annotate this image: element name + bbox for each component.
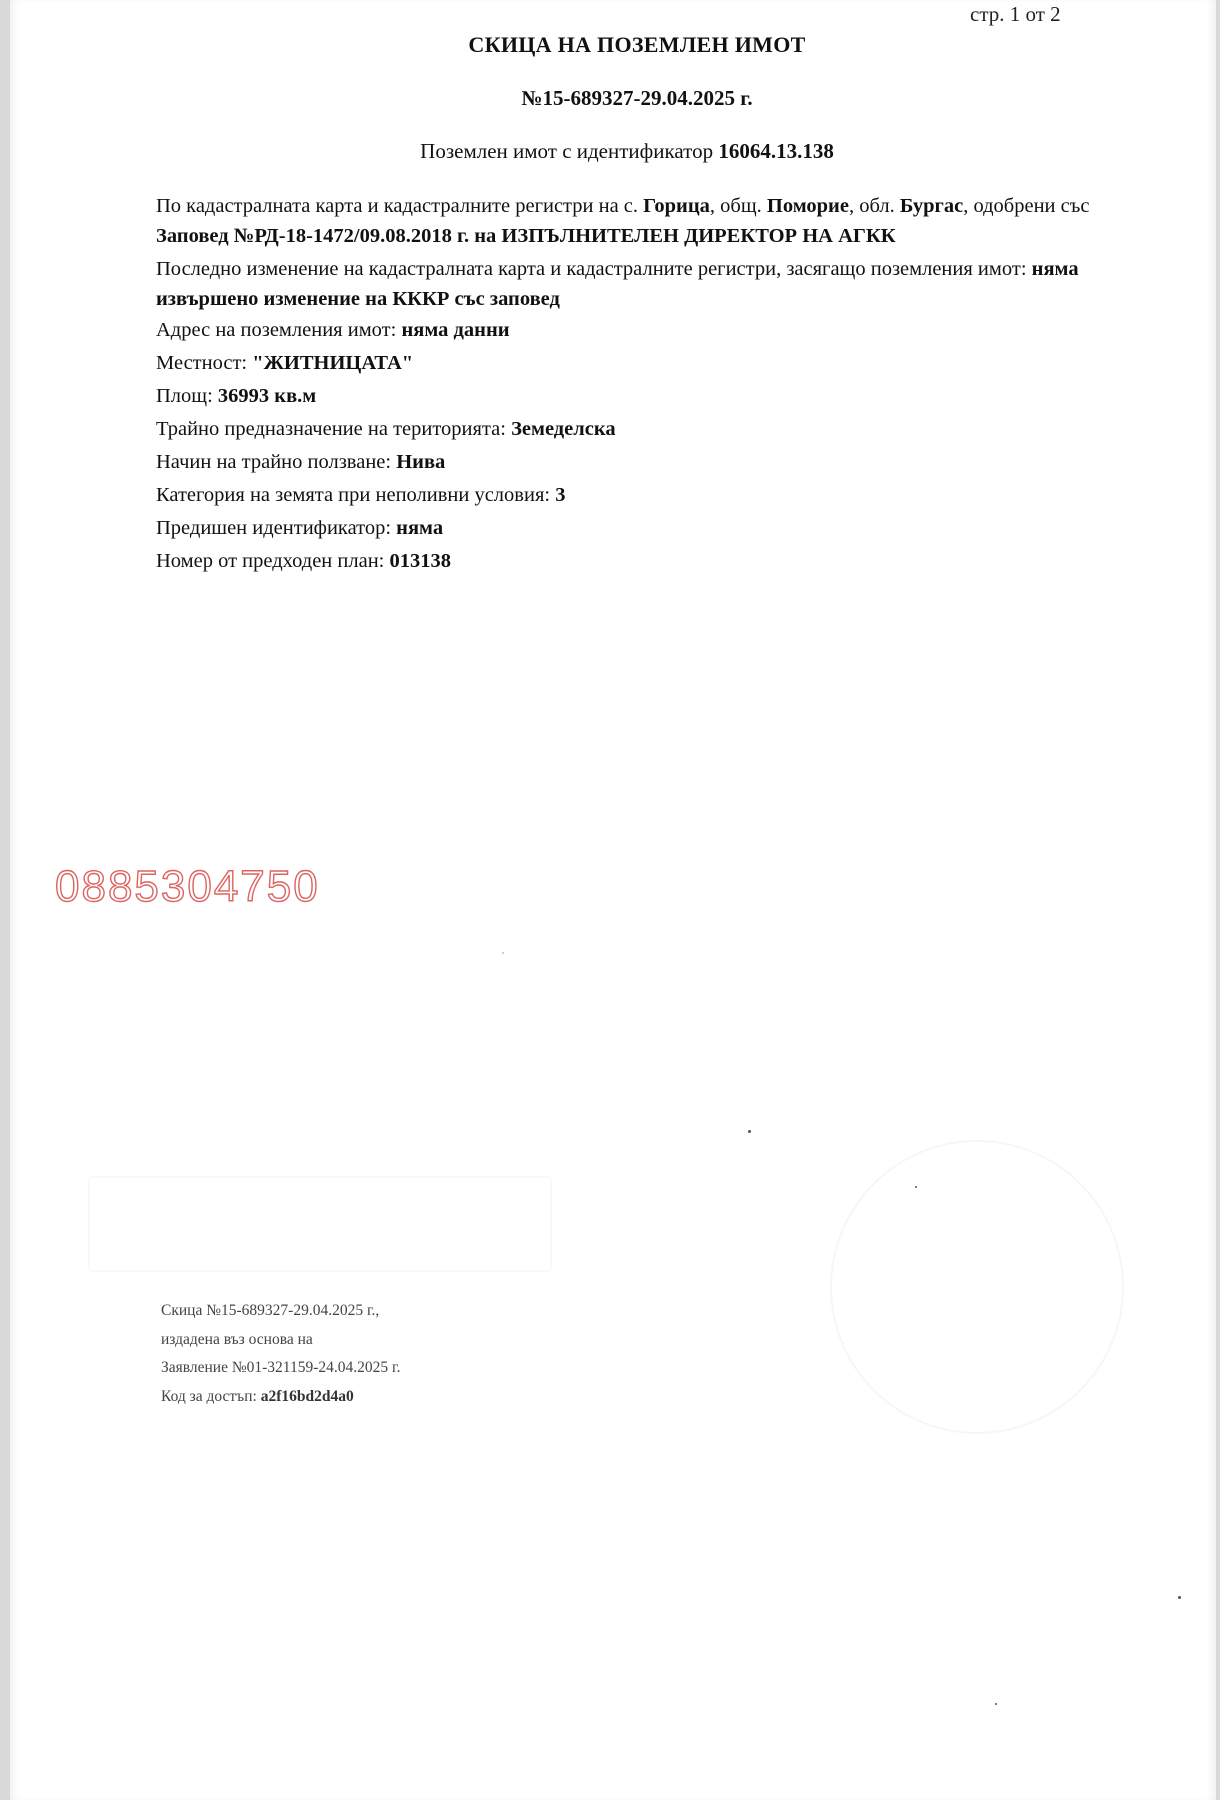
last-change-value: няма извършено изменение на КККР със заповед [156,258,1079,310]
approved-label: , одобрени със [963,195,1090,217]
field-value: 013138 [389,550,451,572]
cadastre-intro-paragraph [156,192,1096,251]
field-row-locality [156,347,1096,380]
field-value: Нива [396,451,446,473]
document-title: СКИЦА НА ПОЗЕМЛЕН ИМОТ [468,32,806,57]
scan-speck [748,1130,751,1133]
identifier-value: 16064.13.138 [718,139,834,163]
faint-round-seal [830,1140,1124,1434]
footer-access-code [161,1383,401,1412]
document-number: №15-689327-29.04.2025 г. [521,86,753,110]
field-label: Местност: [156,352,248,374]
footer-info [161,1297,401,1411]
scan-speck [1178,1596,1181,1599]
scan-speck [915,1186,917,1188]
field-row-usage [156,446,1096,479]
field-row-area [156,380,1096,413]
identifier-label: Поземлен имот с идентификатор [420,139,714,163]
village-name: Горица [643,195,710,217]
phone-watermark: 0885304750 [55,862,320,911]
field-label: Начин на трайно ползване: [156,451,392,473]
document-page [10,0,1216,1800]
field-value: няма [396,517,444,539]
last-change-paragraph [156,255,1096,314]
field-label: Категория на земята при неполивни условия: [156,484,551,506]
cadastre-intro: По кадастралната карта и кадастралните регистри на с. [156,195,639,217]
page-number: стр. 1 от 2 [970,2,1061,26]
field-row-address [156,314,1096,347]
field-value: "ЖИТНИЦАТА" [252,352,414,374]
field-value: Земеделска [511,418,616,440]
field-row-previous-plan [156,545,1096,578]
field-label: Площ: [156,385,213,407]
region-name: Бургас [899,195,964,217]
scan-speck [502,952,504,954]
municipality-name: Поморие [766,195,849,217]
scan-speck [995,1703,997,1705]
approval-order: Заповед №РД-18-1472/09.08.2018 г. на ИЗПЪЛНИТЕЛЕН ДИРЕКТОР НА АГКК [156,224,896,247]
faint-stamp-box [88,1176,552,1272]
field-row-previous-id [156,512,1096,545]
field-value: 3 [555,484,566,506]
cadastre-details [156,192,1096,578]
municipality-label: , общ. [709,195,762,217]
property-identifier [10,139,1220,164]
access-code-value: a2f16bd2d4a0 [260,1387,354,1405]
footer-application-number: Заявление №01-321159-24.04.2025 г. [161,1359,401,1376]
last-change-label: Последно изменение на кадастралната карта и кадастралните регистри, засягащо поземления имот: [156,258,1027,280]
region-label: , обл. [848,195,895,217]
field-row-purpose [156,413,1096,446]
footer-issued-based-on: издадена въз основа на [161,1330,313,1348]
field-value: няма данни [401,319,510,341]
field-label: Предишен идентификатор: [156,517,392,539]
field-row-category [156,479,1096,512]
footer-sketch-number: Скица №15-689327-29.04.2025 г., [161,1302,380,1319]
access-code-label: Код за достъп: [161,1387,257,1405]
field-label: Адрес на поземления имот: [156,319,397,341]
field-label: Номер от предходен план: [156,550,385,572]
field-value: 36993 кв.м [217,385,317,407]
field-label: Трайно предназначение на територията: [156,418,506,440]
